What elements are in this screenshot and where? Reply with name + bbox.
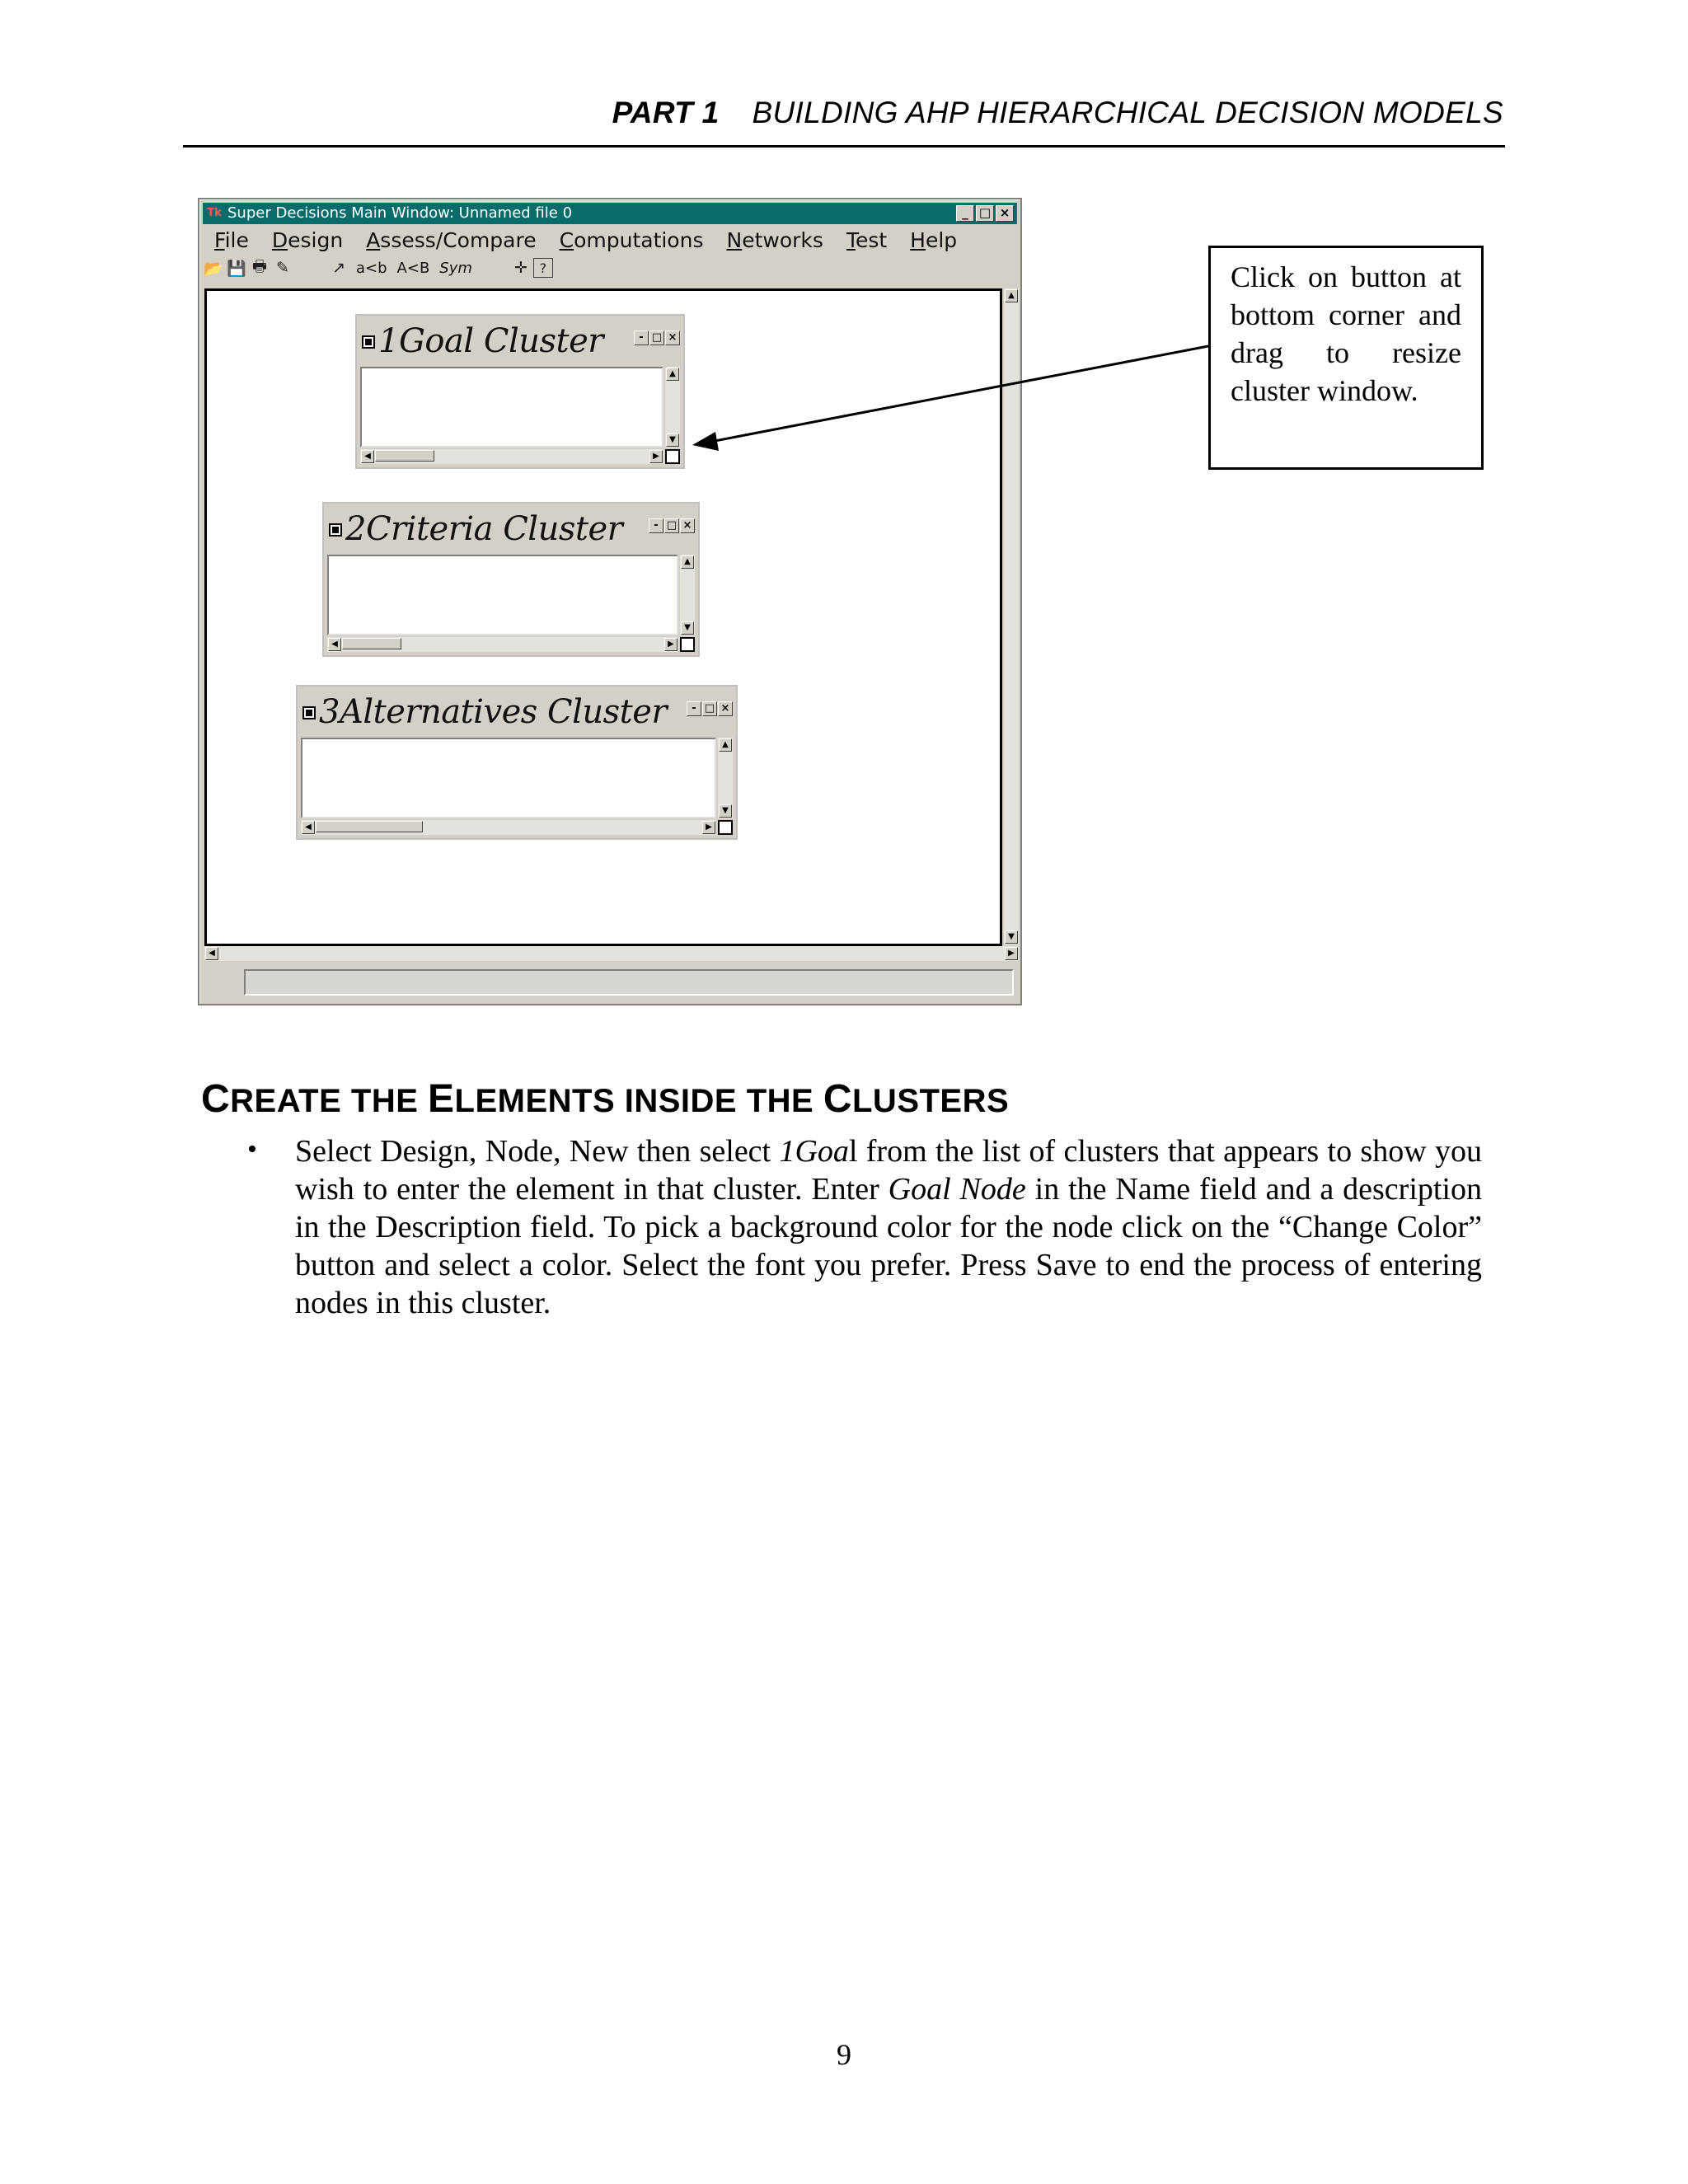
scroll-down-arrow-icon[interactable]: ▼ — [719, 804, 732, 818]
scroll-up-arrow-icon[interactable]: ▲ — [681, 555, 694, 569]
menu-computations[interactable]: Computations — [559, 227, 704, 252]
section-heading: CREATE THE ELEMENTS INSIDE THE CLUSTERS — [201, 1077, 1010, 1121]
app-icon: Tk — [207, 207, 222, 219]
cluster-controls — [649, 518, 695, 533]
cluster-node-area[interactable] — [360, 367, 663, 448]
scroll-thumb[interactable] — [316, 821, 423, 832]
header-title: BUILDING AHP HIERARCHICAL DECISION MODELS — [752, 96, 1503, 129]
menu-assess-compare[interactable]: Assess/Compare — [366, 227, 537, 252]
maximize-button[interactable]: □ — [976, 205, 994, 222]
cluster-name: 3Alternatives Cluster — [319, 693, 668, 731]
status-bar — [204, 964, 1019, 1001]
toolbar-compare-lowercase[interactable]: a<b — [356, 259, 387, 277]
print-icon[interactable]: 🖶 — [252, 257, 267, 275]
cluster-maximize-button[interactable]: □ — [649, 330, 664, 345]
window-title: Super Decisions Main Window: Unnamed file 0 — [227, 204, 573, 222]
toolbar — [203, 255, 1017, 280]
running-header — [181, 96, 1503, 130]
cluster-resize-grip[interactable] — [680, 637, 695, 652]
cluster-titlebar[interactable] — [299, 688, 734, 736]
help-question-icon[interactable]: ? — [533, 258, 553, 278]
cluster-resize-grip[interactable] — [718, 820, 733, 835]
cluster-system-menu-icon[interactable] — [362, 335, 375, 349]
page-number: 9 — [837, 2038, 851, 2071]
cluster-titlebar[interactable] — [359, 317, 682, 365]
scroll-down-arrow-icon[interactable]: ▼ — [666, 434, 679, 447]
network-canvas[interactable] — [204, 288, 1002, 946]
scroll-right-arrow-icon[interactable]: ▶ — [702, 821, 715, 834]
window-titlebar[interactable] — [203, 203, 1017, 224]
cluster-system-menu-icon[interactable] — [302, 706, 316, 719]
menubar — [203, 226, 1017, 254]
cluster-minimize-button[interactable]: - — [687, 701, 701, 716]
scroll-right-arrow-icon[interactable]: ▶ — [649, 450, 663, 463]
cluster-window-goal[interactable] — [355, 314, 685, 469]
connect-nodes-icon[interactable]: ↗ — [332, 259, 345, 277]
scroll-up-arrow-icon[interactable]: ▲ — [719, 738, 732, 752]
cluster-close-button[interactable]: × — [718, 701, 733, 716]
close-button[interactable]: × — [996, 205, 1014, 222]
window-controls — [956, 205, 1014, 222]
header-rule — [183, 145, 1505, 148]
header-part-label: PART 1 — [612, 96, 720, 129]
bullet-icon: • — [247, 1134, 257, 1165]
scroll-left-arrow-icon[interactable]: ◀ — [361, 450, 374, 463]
cluster-controls — [634, 330, 680, 345]
scroll-right-arrow-icon[interactable]: ▶ — [664, 638, 678, 651]
scroll-left-arrow-icon[interactable]: ◀ — [205, 947, 218, 960]
minimize-button[interactable]: _ — [956, 205, 974, 222]
edit-pencil-icon[interactable]: ✎ — [276, 259, 289, 277]
menu-test[interactable]: Test — [846, 227, 888, 252]
cluster-close-button[interactable]: × — [680, 518, 695, 533]
callout-box: Click on button at bottom corner and drag to resize cluster window. — [1208, 246, 1484, 470]
canvas-horizontal-scrollbar[interactable] — [204, 946, 1019, 961]
canvas-vertical-scrollbar[interactable] — [1004, 288, 1019, 944]
scroll-thumb[interactable] — [375, 450, 434, 462]
menu-help[interactable]: Help — [910, 227, 958, 252]
cluster-node-area[interactable] — [301, 738, 716, 818]
cluster-horizontal-scrollbar[interactable] — [301, 820, 716, 835]
cluster-minimize-button[interactable]: - — [649, 518, 663, 533]
super-decisions-main-window — [198, 198, 1022, 1005]
scroll-left-arrow-icon[interactable]: ◀ — [302, 821, 315, 834]
cluster-window-alternatives[interactable] — [296, 685, 738, 840]
scroll-right-arrow-icon[interactable]: ▶ — [1005, 947, 1018, 960]
menu-file[interactable]: File — [214, 227, 249, 252]
toolbar-compare-uppercase[interactable]: A<B — [396, 259, 430, 277]
cluster-node-area[interactable] — [327, 555, 678, 635]
scroll-left-arrow-icon[interactable]: ◀ — [328, 638, 341, 651]
scroll-up-arrow-icon[interactable]: ▲ — [666, 368, 679, 381]
cluster-system-menu-icon[interactable] — [329, 523, 342, 537]
cluster-minimize-button[interactable]: - — [634, 330, 649, 345]
cluster-vertical-scrollbar[interactable] — [718, 738, 733, 818]
cluster-window-criteria[interactable] — [322, 502, 700, 657]
scroll-down-arrow-icon[interactable]: ▼ — [1005, 930, 1018, 944]
status-field — [244, 969, 1014, 996]
cluster-horizontal-scrollbar[interactable] — [360, 449, 663, 464]
cluster-vertical-scrollbar[interactable] — [665, 367, 680, 448]
cluster-controls — [687, 701, 733, 716]
cluster-titlebar[interactable] — [326, 505, 696, 553]
toolbar-sym[interactable]: Sym — [439, 259, 472, 277]
cluster-name: 1Goal Cluster — [378, 322, 603, 360]
scroll-up-arrow-icon[interactable]: ▲ — [1005, 289, 1018, 302]
instruction-paragraph: Select Design, Node, New then select 1Goal from the list of clusters that appears to show you wish to enter the element in that cluster. Enter Goal Node in the Name field and a description in the Description field. To pick a background color for the node click on the “Change Color” button and select a color. Select the font you prefer. Press Save to end the process of entering nodes in this cluster. — [295, 1134, 1482, 1320]
open-folder-icon[interactable]: 📂 — [204, 259, 223, 278]
cluster-vertical-scrollbar[interactable] — [680, 555, 695, 635]
scroll-down-arrow-icon[interactable]: ▼ — [681, 621, 694, 635]
cluster-maximize-button[interactable]: □ — [702, 701, 717, 716]
cluster-name: 2Criteria Cluster — [345, 510, 623, 548]
cluster-maximize-button[interactable]: □ — [664, 518, 679, 533]
crosshair-icon[interactable]: ✛ — [513, 259, 528, 277]
menu-design[interactable]: Design — [271, 227, 344, 252]
scroll-thumb[interactable] — [342, 638, 401, 649]
cluster-close-button[interactable]: × — [665, 330, 680, 345]
cluster-resize-grip[interactable] — [665, 449, 680, 464]
save-disk-icon[interactable]: 💾 — [227, 259, 246, 278]
cluster-horizontal-scrollbar[interactable] — [327, 637, 678, 652]
menu-networks[interactable]: Networks — [726, 227, 823, 252]
